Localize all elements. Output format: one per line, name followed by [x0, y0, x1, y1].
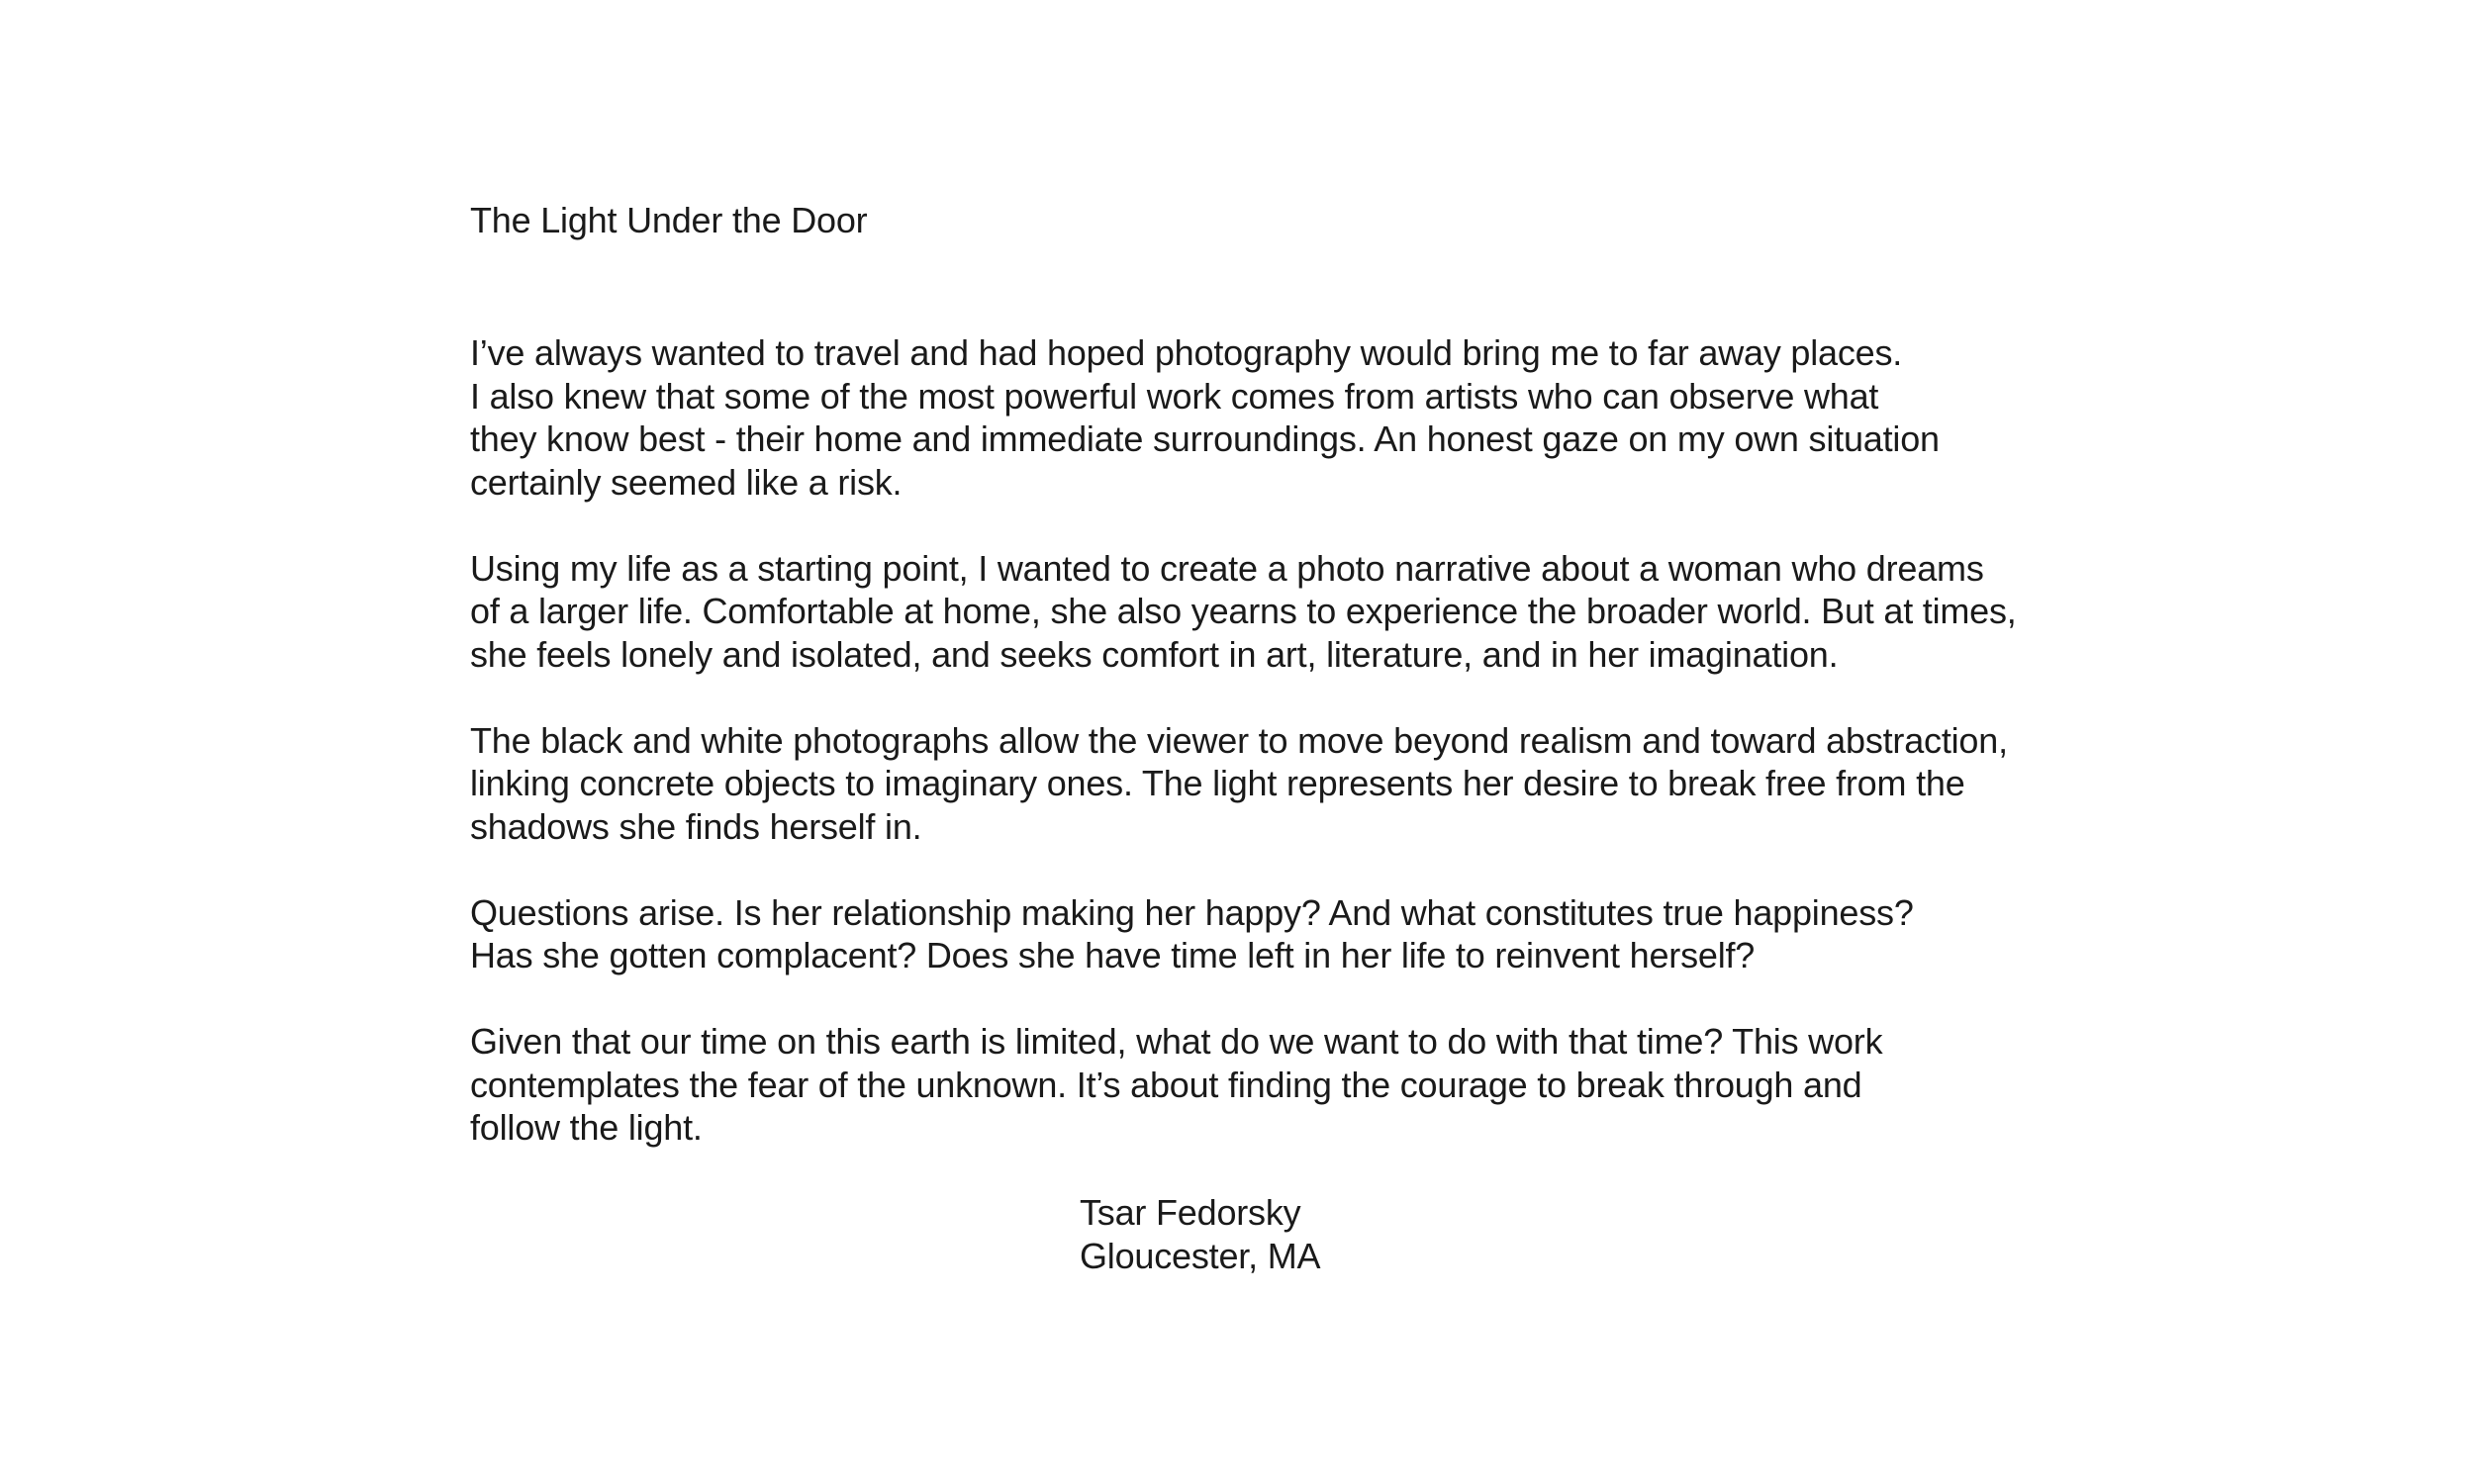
paragraph-line: The black and white photographs allow the viewer to move beyond realism and toward abstraction,	[470, 719, 2008, 761]
paragraph-line: she feels lonely and isolated, and seeks comfort in art, literature, and in her imagination.	[470, 633, 1839, 675]
paragraph-line: I’ve always wanted to travel and had hoped photography would bring me to far away places.	[470, 332, 1903, 373]
paragraph-line: shadows she finds herself in.	[470, 805, 922, 847]
paragraph-3	[470, 719, 2053, 849]
paragraph-line: contemplates the fear of the unknown. It’s about finding the courage to break through and	[470, 1064, 1862, 1105]
paragraph-line: of a larger life. Comfortable at home, she also yearns to experience the broader world. But at times,	[470, 591, 2017, 631]
document-title: The Light Under the Door	[470, 200, 868, 240]
statement-body	[470, 331, 2053, 1192]
paragraph-line: they know best - their home and immediate surroundings. An honest gaze on my own situation	[470, 418, 1940, 459]
author-name: Tsar Fedorsky	[1080, 1192, 1301, 1233]
signature-block	[1080, 1191, 1320, 1277]
paragraph-5	[470, 1020, 2053, 1150]
paragraph-1	[470, 331, 2053, 504]
paragraph-line: Has she gotten complacent? Does she have time left in her life to reinvent herself?	[470, 935, 1756, 975]
paragraph-line: Using my life as a starting point, I wanted to create a photo narrative about a woman who dreams	[470, 547, 1984, 589]
paragraph-line: Questions arise. Is her relationship making her happy? And what constitutes true happiness?	[470, 891, 1914, 933]
author-location: Gloucester, MA	[1080, 1235, 1321, 1276]
paragraph-2	[470, 547, 2053, 677]
paragraph-line: I also knew that some of the most powerful work comes from artists who can observe what	[470, 375, 1879, 417]
paragraph-line: certainly seemed like a risk.	[470, 461, 903, 503]
paragraph-line: Given that our time on this earth is limited, what do we want to do with that time? This work	[470, 1021, 1883, 1062]
paragraph-line: linking concrete objects to imaginary ones. The light represents her desire to break free from the	[470, 763, 1965, 803]
paragraph-line: follow the light.	[470, 1107, 703, 1148]
paragraph-4	[470, 891, 2053, 977]
